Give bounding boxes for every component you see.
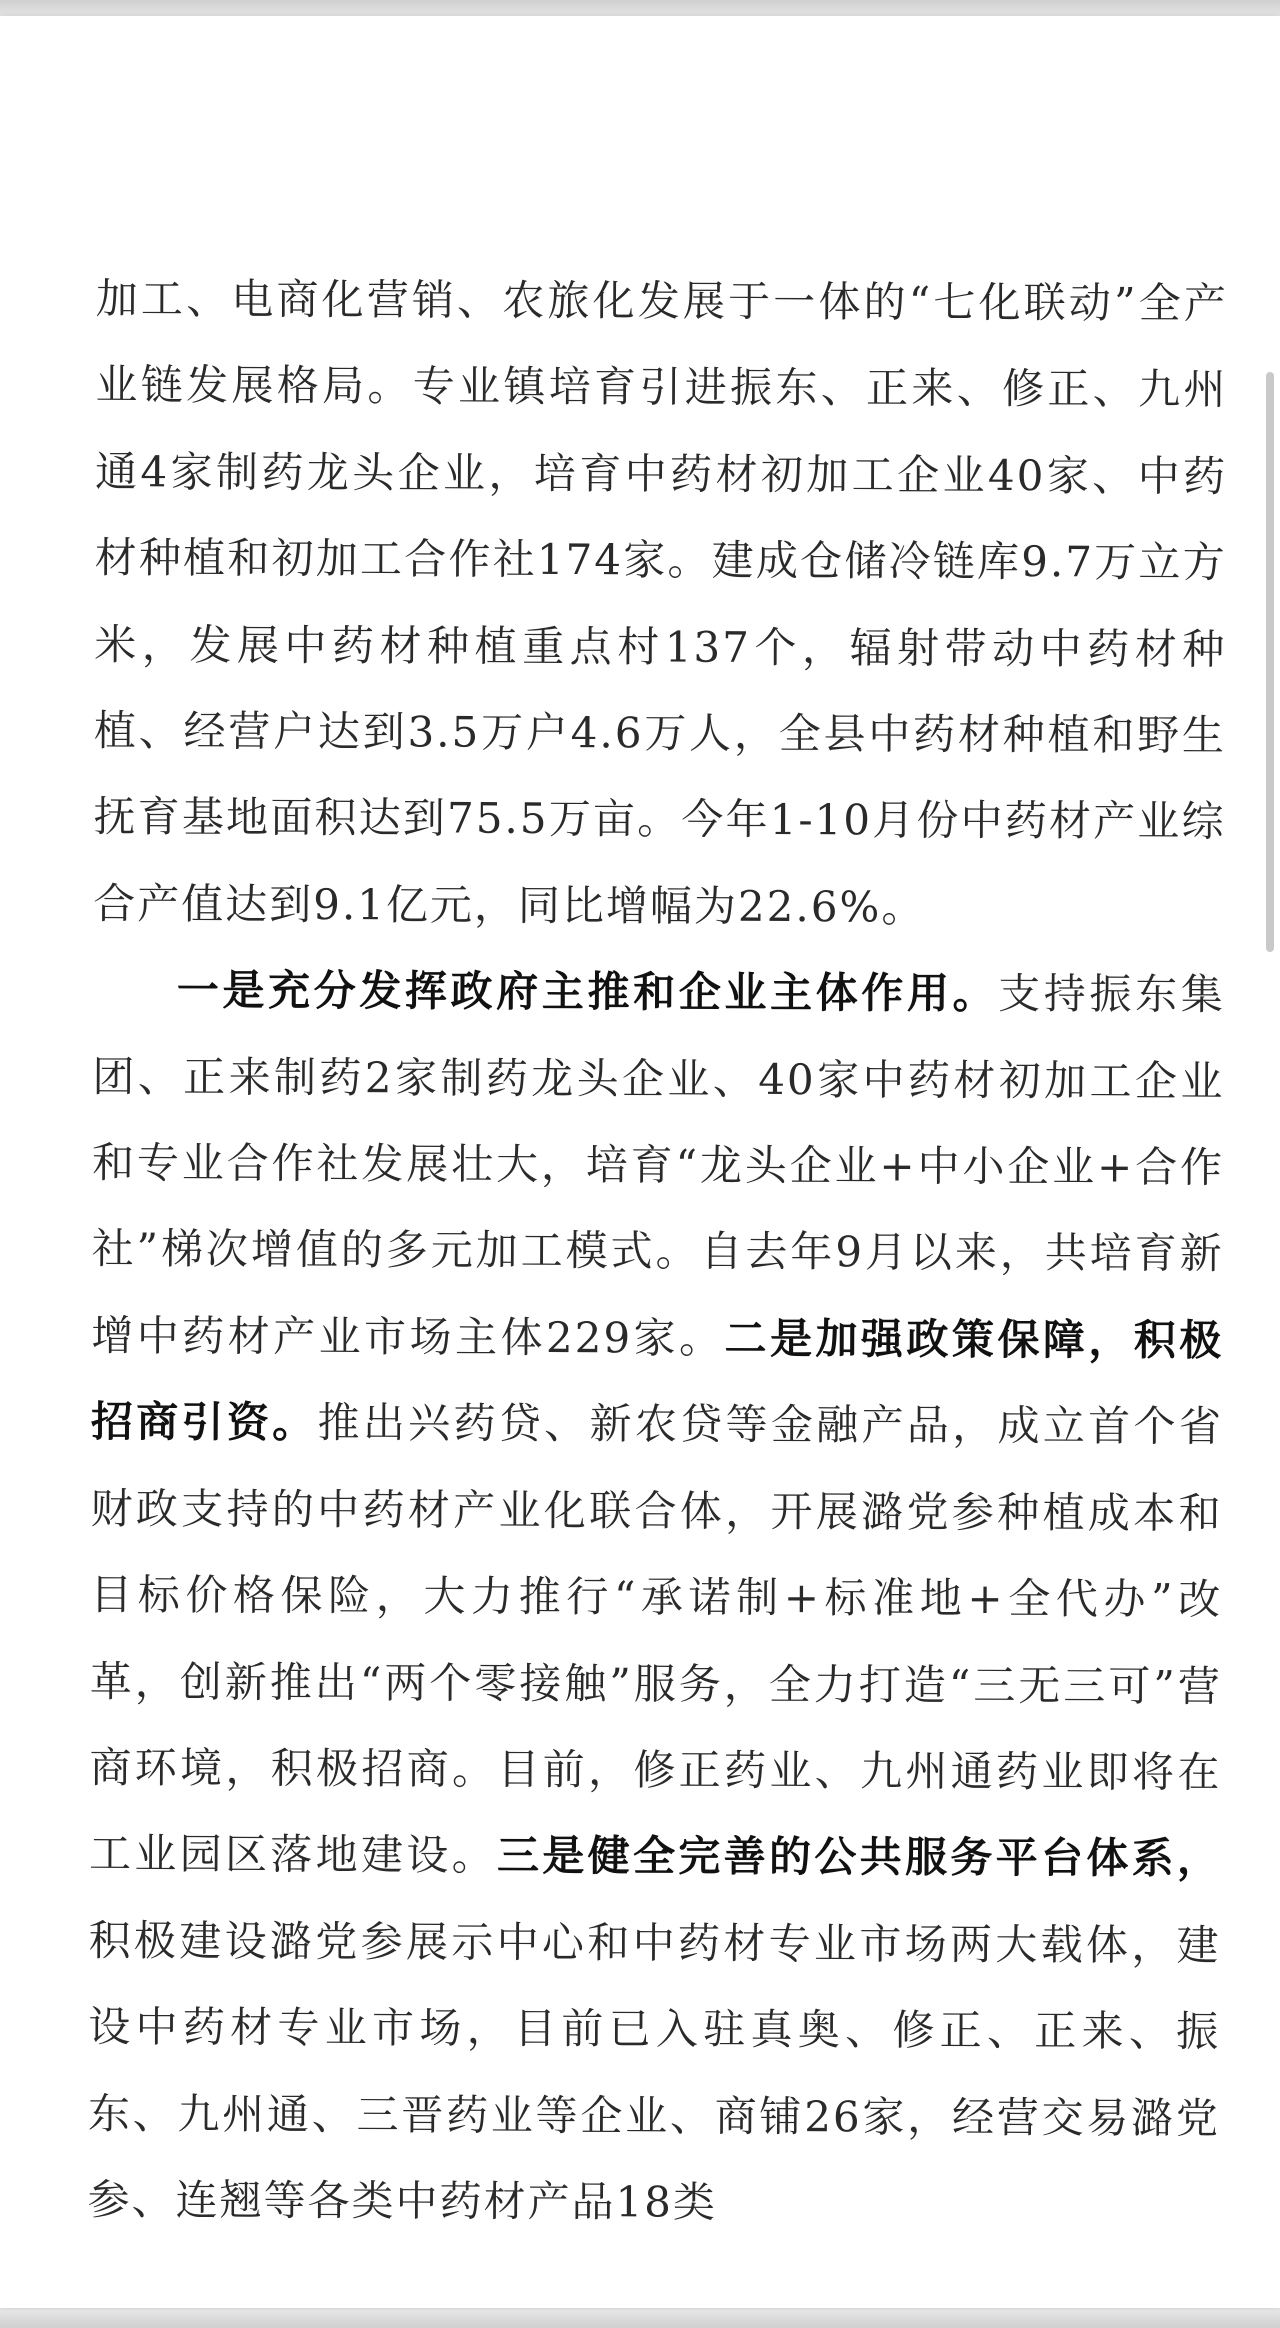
scrollbar-thumb[interactable] <box>1266 372 1274 952</box>
measure-one-heading: 一是充分发挥政府主推和企业主体作用。 <box>176 965 999 1019</box>
paragraph-industry-overview: 加工、电商化营销、农旅化发展于一体的“七化联动”全产业链发展格局。专业镇培育引进振东、正来、修正、九州通4家制药龙头企业，培育中药材初加工企业40家、中药材种植和初加工合作社174家。建成仓储冷链库9.7万立方米，发展中药材种植重点村137个，辐射带动中药材种植、经营户达到3.5万户4.6万人，全县中药材种植和野生抚育基地面积达到75.5万亩。今年1-10月份中药材产业综合产值达到9.1亿元，同比增幅为22.6%。 <box>93 273 1228 932</box>
document-body <box>87 256 1228 2248</box>
measure-three-text: 积极建设潞党参展示中心和中药材专业市场两大载体，建设中药材专业市场，目前已入驻真奥、修正、正来、振东、九州通、三晋药业等企业、商铺26家，经营交易潞党参、连翘等各类中药材产品18类 <box>87 1915 1221 2227</box>
viewer-top-edge <box>0 0 1280 16</box>
measure-two-heading: 二是加强政策保障，积极招商引资。 <box>90 1313 1224 1448</box>
measure-three-heading: 三是健全完善的公共服务平台体系， <box>496 1831 1222 1884</box>
document-page <box>0 16 1280 2308</box>
measure-two-text: 推出兴药贷、新农贷等金融产品，成立首个省财政支持的中药材产业化联合体，开展潞党参种植成本和目标价格保险，大力推行“承诺制+标准地+全代办”改革，创新推出“两个零接触”服务，全力打造“三无三可”营商环境，积极招商。目前，修正药业、九州通药业即将在工业园区落地建设。 <box>88 1398 1223 1881</box>
viewer-bottom-edge <box>0 2310 1280 2328</box>
paragraph-measures <box>87 947 1225 2248</box>
measure-one-text: 支持振东集团、正来制药2家制药龙头企业、40家中药材初加工企业和专业合作社发展壮大，培育“龙头企业+中小企业+合作社”梯次增值的多元加工模式。自去年9月以来，共培育新增中药材产业市场主体229家。 <box>91 969 1225 1363</box>
